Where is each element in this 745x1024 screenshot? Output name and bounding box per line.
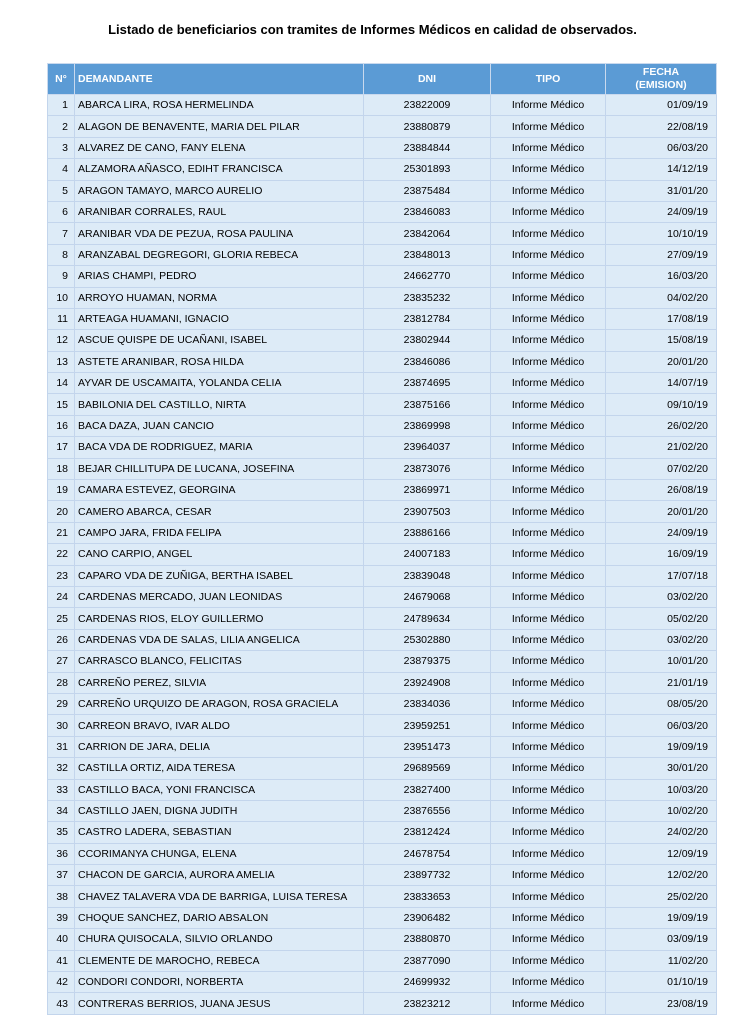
table-row xyxy=(48,480,717,501)
row-dni: 23951473 xyxy=(364,736,491,757)
row-number: 31 xyxy=(48,736,75,757)
table-row xyxy=(48,287,717,308)
row-fecha: 26/08/19 xyxy=(606,480,717,501)
row-demandante: CASTRO LADERA, SEBASTIAN xyxy=(75,822,364,843)
row-demandante: CHURA QUISOCALA, SILVIO ORLANDO xyxy=(75,929,364,950)
row-demandante: CONDORI CONDORI, NORBERTA xyxy=(75,972,364,993)
row-tipo: Informe Médico xyxy=(491,330,606,351)
row-number: 30 xyxy=(48,715,75,736)
table-row xyxy=(48,672,717,693)
row-tipo: Informe Médico xyxy=(491,201,606,222)
row-fecha: 03/02/20 xyxy=(606,586,717,607)
table-row xyxy=(48,223,717,244)
row-demandante: CAMERO ABARCA, CESAR xyxy=(75,501,364,522)
row-dni: 23827400 xyxy=(364,779,491,800)
row-dni: 23846086 xyxy=(364,351,491,372)
row-fecha: 06/03/20 xyxy=(606,715,717,736)
row-demandante: ARANIBAR VDA DE PEZUA, ROSA PAULINA xyxy=(75,223,364,244)
row-tipo: Informe Médico xyxy=(491,116,606,137)
row-fecha: 20/01/20 xyxy=(606,351,717,372)
row-dni: 23959251 xyxy=(364,715,491,736)
table-row xyxy=(48,822,717,843)
row-number: 17 xyxy=(48,437,75,458)
row-demandante: CARDENAS MERCADO, JUAN LEONIDAS xyxy=(75,586,364,607)
row-demandante: CHAVEZ TALAVERA VDA DE BARRIGA, LUISA TERESA xyxy=(75,886,364,907)
row-tipo: Informe Médico xyxy=(491,244,606,265)
row-dni: 25302880 xyxy=(364,629,491,650)
row-tipo: Informe Médico xyxy=(491,950,606,971)
row-number: 21 xyxy=(48,522,75,543)
row-tipo: Informe Médico xyxy=(491,159,606,180)
row-tipo: Informe Médico xyxy=(491,266,606,287)
column-header-num: N° xyxy=(48,64,75,95)
table-row xyxy=(48,116,717,137)
table-row xyxy=(48,715,717,736)
row-dni: 23875166 xyxy=(364,394,491,415)
row-demandante: ALZAMORA AÑASCO, EDIHT FRANCISCA xyxy=(75,159,364,180)
row-dni: 23873076 xyxy=(364,458,491,479)
row-dni: 23834036 xyxy=(364,693,491,714)
table-row xyxy=(48,308,717,329)
row-tipo: Informe Médico xyxy=(491,137,606,158)
row-tipo: Informe Médico xyxy=(491,565,606,586)
row-dni: 23869998 xyxy=(364,415,491,436)
row-demandante: ARAGON TAMAYO, MARCO AURELIO xyxy=(75,180,364,201)
row-tipo: Informe Médico xyxy=(491,929,606,950)
row-fecha: 06/03/20 xyxy=(606,137,717,158)
row-dni: 24007183 xyxy=(364,544,491,565)
row-fecha: 09/10/19 xyxy=(606,394,717,415)
table-row xyxy=(48,886,717,907)
row-dni: 23879375 xyxy=(364,651,491,672)
row-number: 2 xyxy=(48,116,75,137)
table-row xyxy=(48,137,717,158)
row-dni: 23964037 xyxy=(364,437,491,458)
row-tipo: Informe Médico xyxy=(491,223,606,244)
row-fecha: 07/02/20 xyxy=(606,458,717,479)
row-dni: 24789634 xyxy=(364,608,491,629)
row-number: 19 xyxy=(48,480,75,501)
row-demandante: CCORIMANYA CHUNGA, ELENA xyxy=(75,843,364,864)
row-fecha: 01/10/19 xyxy=(606,972,717,993)
row-fecha: 01/09/19 xyxy=(606,95,717,116)
table-row xyxy=(48,758,717,779)
row-tipo: Informe Médico xyxy=(491,308,606,329)
row-number: 6 xyxy=(48,201,75,222)
row-tipo: Informe Médico xyxy=(491,544,606,565)
row-number: 35 xyxy=(48,822,75,843)
row-tipo: Informe Médico xyxy=(491,586,606,607)
row-fecha: 24/02/20 xyxy=(606,822,717,843)
row-dni: 23877090 xyxy=(364,950,491,971)
row-number: 8 xyxy=(48,244,75,265)
row-fecha: 10/02/20 xyxy=(606,800,717,821)
row-dni: 23822009 xyxy=(364,95,491,116)
row-demandante: ARIAS CHAMPI, PEDRO xyxy=(75,266,364,287)
row-fecha: 19/09/19 xyxy=(606,907,717,928)
row-number: 34 xyxy=(48,800,75,821)
row-dni: 23802944 xyxy=(364,330,491,351)
row-tipo: Informe Médico xyxy=(491,972,606,993)
table-row xyxy=(48,608,717,629)
row-tipo: Informe Médico xyxy=(491,480,606,501)
table-row xyxy=(48,180,717,201)
row-fecha: 21/02/20 xyxy=(606,437,717,458)
row-fecha: 17/08/19 xyxy=(606,308,717,329)
row-dni: 23886166 xyxy=(364,522,491,543)
table-row xyxy=(48,159,717,180)
table-row xyxy=(48,95,717,116)
table-row xyxy=(48,565,717,586)
table-row xyxy=(48,522,717,543)
table-row xyxy=(48,501,717,522)
row-demandante: CARDENAS RIOS, ELOY GUILLERMO xyxy=(75,608,364,629)
table-row xyxy=(48,629,717,650)
row-number: 32 xyxy=(48,758,75,779)
row-number: 38 xyxy=(48,886,75,907)
row-number: 22 xyxy=(48,544,75,565)
row-tipo: Informe Médico xyxy=(491,993,606,1014)
row-number: 10 xyxy=(48,287,75,308)
table-row xyxy=(48,929,717,950)
row-fecha: 16/03/20 xyxy=(606,266,717,287)
row-number: 41 xyxy=(48,950,75,971)
row-dni: 23876556 xyxy=(364,800,491,821)
row-tipo: Informe Médico xyxy=(491,907,606,928)
row-fecha: 08/05/20 xyxy=(606,693,717,714)
row-fecha: 23/08/19 xyxy=(606,993,717,1014)
row-demandante: BACA VDA DE RODRIGUEZ, MARIA xyxy=(75,437,364,458)
row-number: 11 xyxy=(48,308,75,329)
table-row xyxy=(48,201,717,222)
row-number: 4 xyxy=(48,159,75,180)
row-demandante: CARREÑO PEREZ, SILVIA xyxy=(75,672,364,693)
row-tipo: Informe Médico xyxy=(491,501,606,522)
row-dni: 23874695 xyxy=(364,373,491,394)
row-demandante: BACA DAZA, JUAN CANCIO xyxy=(75,415,364,436)
row-dni: 23846083 xyxy=(364,201,491,222)
row-dni: 23880879 xyxy=(364,116,491,137)
table-row xyxy=(48,330,717,351)
row-number: 33 xyxy=(48,779,75,800)
row-number: 40 xyxy=(48,929,75,950)
row-fecha: 12/09/19 xyxy=(606,843,717,864)
row-demandante: CHOQUE SANCHEZ, DARIO ABSALON xyxy=(75,907,364,928)
table-row xyxy=(48,693,717,714)
row-dni: 24662770 xyxy=(364,266,491,287)
row-fecha: 14/12/19 xyxy=(606,159,717,180)
table-row xyxy=(48,415,717,436)
row-number: 28 xyxy=(48,672,75,693)
row-demandante: CHACON DE GARCIA, AURORA AMELIA xyxy=(75,865,364,886)
table-row xyxy=(48,972,717,993)
table-row xyxy=(48,351,717,372)
column-header-demandante: DEMANDANTE xyxy=(75,64,364,95)
row-number: 20 xyxy=(48,501,75,522)
table-row xyxy=(48,779,717,800)
row-tipo: Informe Médico xyxy=(491,736,606,757)
row-dni: 23835232 xyxy=(364,287,491,308)
row-demandante: ARTEAGA HUAMANI, IGNACIO xyxy=(75,308,364,329)
column-header-tipo: TIPO xyxy=(491,64,606,95)
row-number: 9 xyxy=(48,266,75,287)
row-number: 42 xyxy=(48,972,75,993)
table-row xyxy=(48,244,717,265)
row-fecha: 24/09/19 xyxy=(606,201,717,222)
row-dni: 29689569 xyxy=(364,758,491,779)
row-fecha: 03/09/19 xyxy=(606,929,717,950)
row-number: 18 xyxy=(48,458,75,479)
row-fecha: 17/07/18 xyxy=(606,565,717,586)
table-row xyxy=(48,458,717,479)
row-fecha: 27/09/19 xyxy=(606,244,717,265)
row-fecha: 10/03/20 xyxy=(606,779,717,800)
row-demandante: ASTETE ARANIBAR, ROSA HILDA xyxy=(75,351,364,372)
row-tipo: Informe Médico xyxy=(491,822,606,843)
row-dni: 23842064 xyxy=(364,223,491,244)
row-tipo: Informe Médico xyxy=(491,651,606,672)
row-tipo: Informe Médico xyxy=(491,693,606,714)
row-demandante: CAMARA ESTEVEZ, GEORGINA xyxy=(75,480,364,501)
row-number: 5 xyxy=(48,180,75,201)
row-tipo: Informe Médico xyxy=(491,95,606,116)
row-demandante: CARREÑO URQUIZO DE ARAGON, ROSA GRACIELA xyxy=(75,693,364,714)
row-number: 12 xyxy=(48,330,75,351)
row-demandante: ARANIBAR CORRALES, RAUL xyxy=(75,201,364,222)
row-dni: 23924908 xyxy=(364,672,491,693)
row-number: 15 xyxy=(48,394,75,415)
table-row xyxy=(48,437,717,458)
row-demandante: CLEMENTE DE MAROCHO, REBECA xyxy=(75,950,364,971)
row-fecha: 16/09/19 xyxy=(606,544,717,565)
row-dni: 23880870 xyxy=(364,929,491,950)
row-dni: 23906482 xyxy=(364,907,491,928)
row-demandante: CASTILLA ORTIZ, AIDA TERESA xyxy=(75,758,364,779)
row-fecha: 22/08/19 xyxy=(606,116,717,137)
row-demandante: AYVAR DE USCAMAITA, YOLANDA CELIA xyxy=(75,373,364,394)
row-number: 24 xyxy=(48,586,75,607)
table-row xyxy=(48,993,717,1014)
row-tipo: Informe Médico xyxy=(491,843,606,864)
table-row xyxy=(48,586,717,607)
row-fecha: 04/02/20 xyxy=(606,287,717,308)
row-demandante: CARRASCO BLANCO, FELICITAS xyxy=(75,651,364,672)
row-tipo: Informe Médico xyxy=(491,629,606,650)
row-number: 37 xyxy=(48,865,75,886)
row-fecha: 31/01/20 xyxy=(606,180,717,201)
row-number: 13 xyxy=(48,351,75,372)
row-fecha: 20/01/20 xyxy=(606,501,717,522)
row-number: 3 xyxy=(48,137,75,158)
row-dni: 23812784 xyxy=(364,308,491,329)
row-tipo: Informe Médico xyxy=(491,715,606,736)
row-dni: 23839048 xyxy=(364,565,491,586)
row-fecha: 25/02/20 xyxy=(606,886,717,907)
table-row xyxy=(48,843,717,864)
table-row xyxy=(48,373,717,394)
row-fecha: 11/02/20 xyxy=(606,950,717,971)
row-dni: 24699932 xyxy=(364,972,491,993)
row-demandante: ASCUE QUISPE DE UCAÑANI, ISABEL xyxy=(75,330,364,351)
row-dni: 25301893 xyxy=(364,159,491,180)
row-tipo: Informe Médico xyxy=(491,522,606,543)
row-number: 27 xyxy=(48,651,75,672)
row-fecha: 10/10/19 xyxy=(606,223,717,244)
row-dni: 23848013 xyxy=(364,244,491,265)
row-demandante: ARROYO HUAMAN, NORMA xyxy=(75,287,364,308)
row-dni: 24678754 xyxy=(364,843,491,864)
row-fecha: 03/02/20 xyxy=(606,629,717,650)
row-number: 23 xyxy=(48,565,75,586)
row-number: 16 xyxy=(48,415,75,436)
row-tipo: Informe Médico xyxy=(491,458,606,479)
row-fecha: 26/02/20 xyxy=(606,415,717,436)
row-fecha: 15/08/19 xyxy=(606,330,717,351)
row-demandante: CANO CARPIO, ANGEL xyxy=(75,544,364,565)
table-header-row xyxy=(48,64,717,95)
row-number: 26 xyxy=(48,629,75,650)
row-demandante: CAMPO JARA, FRIDA FELIPA xyxy=(75,522,364,543)
row-tipo: Informe Médico xyxy=(491,437,606,458)
row-number: 1 xyxy=(48,95,75,116)
row-tipo: Informe Médico xyxy=(491,373,606,394)
row-dni: 23875484 xyxy=(364,180,491,201)
row-dni: 23812424 xyxy=(364,822,491,843)
table-row xyxy=(48,865,717,886)
row-fecha: 19/09/19 xyxy=(606,736,717,757)
row-demandante: ALVAREZ DE CANO, FANY ELENA xyxy=(75,137,364,158)
row-demandante: ARANZABAL DEGREGORI, GLORIA REBECA xyxy=(75,244,364,265)
table-row xyxy=(48,736,717,757)
row-demandante: CONTRERAS BERRIOS, JUANA JESUS xyxy=(75,993,364,1014)
row-demandante: BABILONIA DEL CASTILLO, NIRTA xyxy=(75,394,364,415)
row-tipo: Informe Médico xyxy=(491,180,606,201)
table-row xyxy=(48,907,717,928)
table-row xyxy=(48,950,717,971)
row-fecha: 21/01/19 xyxy=(606,672,717,693)
column-header-fecha-line1: FECHA xyxy=(642,66,680,78)
row-number: 25 xyxy=(48,608,75,629)
table-row xyxy=(48,800,717,821)
row-dni: 23884844 xyxy=(364,137,491,158)
row-fecha: 24/09/19 xyxy=(606,522,717,543)
row-fecha: 12/02/20 xyxy=(606,865,717,886)
row-number: 39 xyxy=(48,907,75,928)
row-demandante: BEJAR CHILLITUPA DE LUCANA, JOSEFINA xyxy=(75,458,364,479)
table-row xyxy=(48,266,717,287)
row-dni: 23833653 xyxy=(364,886,491,907)
row-tipo: Informe Médico xyxy=(491,394,606,415)
column-header-fecha xyxy=(606,64,717,95)
row-tipo: Informe Médico xyxy=(491,287,606,308)
page-title: Listado de beneficiarios con tramites de Informes Médicos en calidad de observados. xyxy=(108,22,637,37)
row-tipo: Informe Médico xyxy=(491,779,606,800)
row-fecha: 10/01/20 xyxy=(606,651,717,672)
row-number: 36 xyxy=(48,843,75,864)
row-number: 43 xyxy=(48,993,75,1014)
row-demandante: CASTILLO JAEN, DIGNA JUDITH xyxy=(75,800,364,821)
row-fecha: 30/01/20 xyxy=(606,758,717,779)
row-number: 14 xyxy=(48,373,75,394)
row-number: 7 xyxy=(48,223,75,244)
row-tipo: Informe Médico xyxy=(491,415,606,436)
row-tipo: Informe Médico xyxy=(491,758,606,779)
row-fecha: 14/07/19 xyxy=(606,373,717,394)
row-demandante: CARREON BRAVO, IVAR ALDO xyxy=(75,715,364,736)
row-tipo: Informe Médico xyxy=(491,672,606,693)
table-row xyxy=(48,394,717,415)
row-dni: 24679068 xyxy=(364,586,491,607)
row-demandante: ABARCA LIRA, ROSA HERMELINDA xyxy=(75,95,364,116)
beneficiaries-table xyxy=(47,63,717,1015)
row-tipo: Informe Médico xyxy=(491,865,606,886)
row-fecha: 05/02/20 xyxy=(606,608,717,629)
table-row xyxy=(48,651,717,672)
row-tipo: Informe Médico xyxy=(491,800,606,821)
table-row xyxy=(48,544,717,565)
row-number: 29 xyxy=(48,693,75,714)
row-demandante: CARDENAS VDA DE SALAS, LILIA ANGELICA xyxy=(75,629,364,650)
row-demandante: CARRION DE JARA, DELIA xyxy=(75,736,364,757)
row-tipo: Informe Médico xyxy=(491,886,606,907)
row-demandante: CASTILLO BACA, YONI FRANCISCA xyxy=(75,779,364,800)
row-dni: 23869971 xyxy=(364,480,491,501)
row-demandante: CAPARO VDA DE ZUÑIGA, BERTHA ISABEL xyxy=(75,565,364,586)
row-dni: 23823212 xyxy=(364,993,491,1014)
row-dni: 23907503 xyxy=(364,501,491,522)
column-header-fecha-line2: (EMISION) xyxy=(635,79,687,91)
row-demandante: ALAGON DE BENAVENTE, MARIA DEL PILAR xyxy=(75,116,364,137)
column-header-dni: DNI xyxy=(364,64,491,95)
row-tipo: Informe Médico xyxy=(491,608,606,629)
row-dni: 23897732 xyxy=(364,865,491,886)
row-tipo: Informe Médico xyxy=(491,351,606,372)
